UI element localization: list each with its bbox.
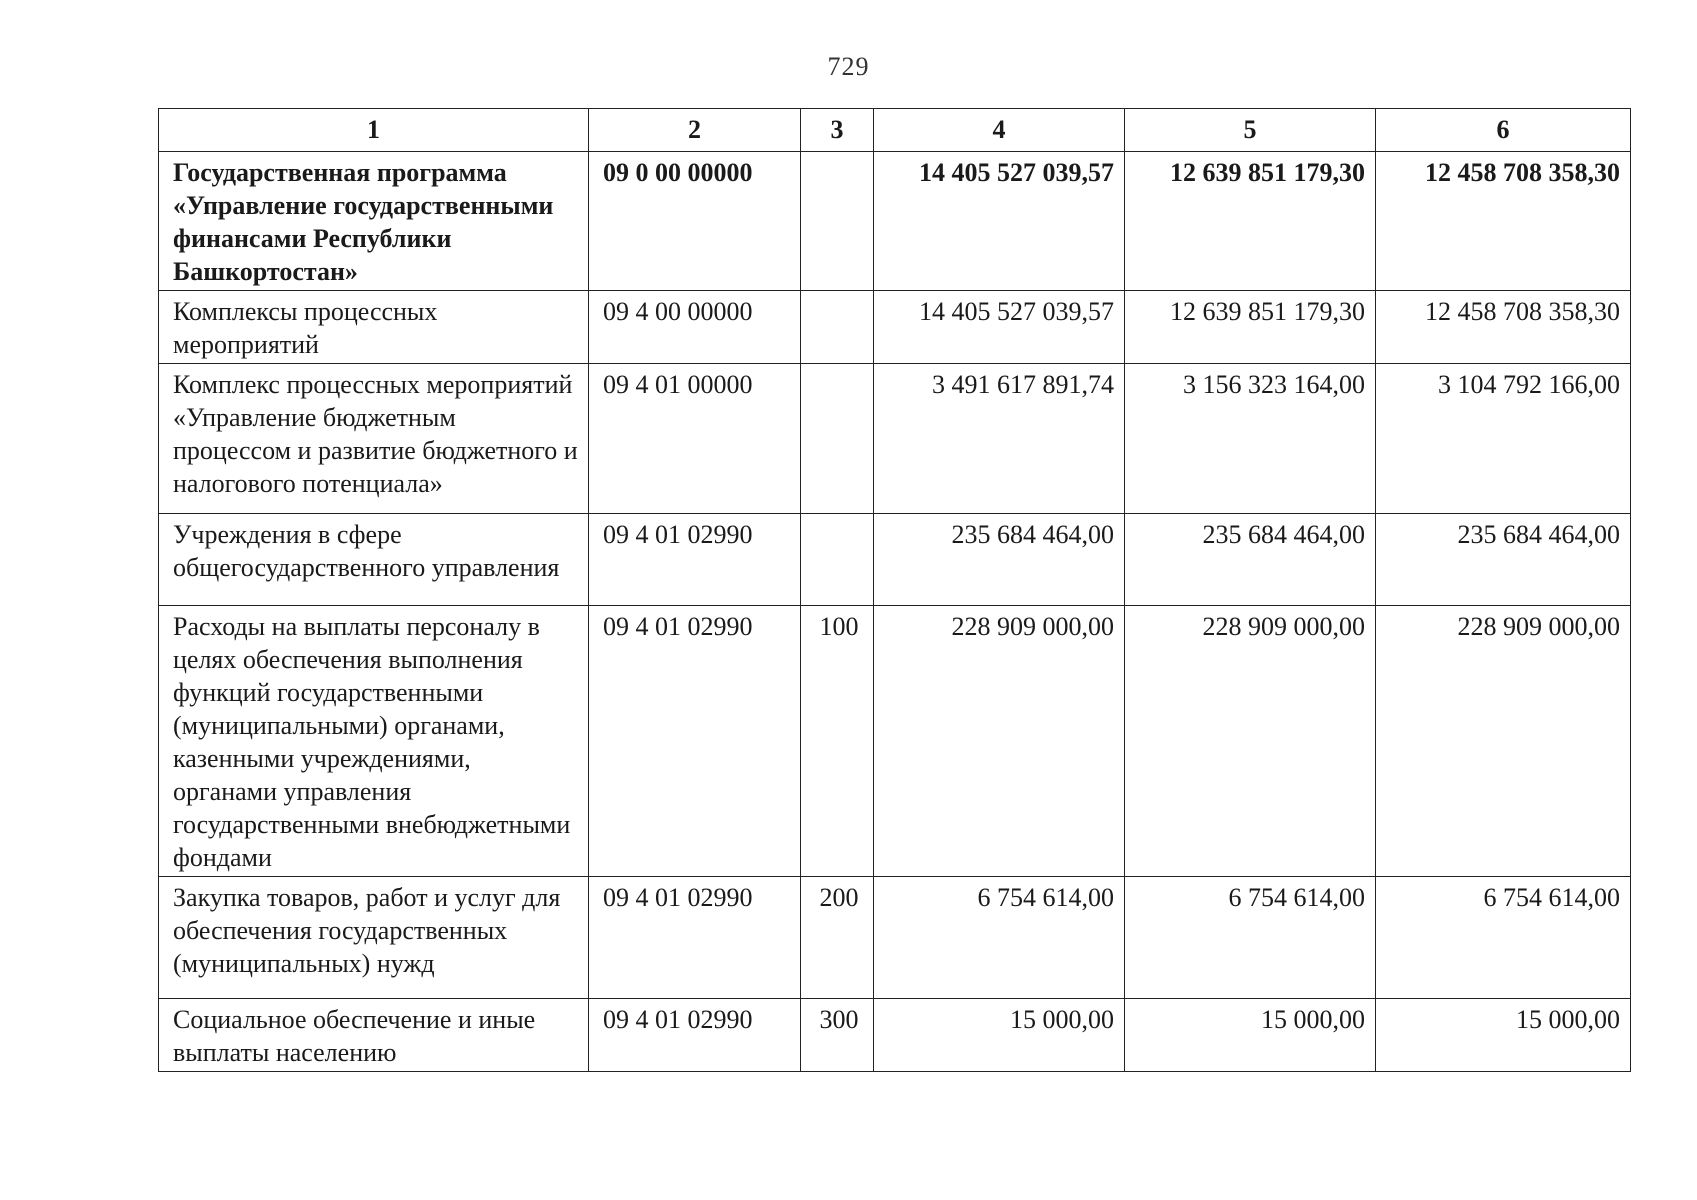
page-number: 729 xyxy=(827,52,870,81)
row-amount-col4: 15 000,00 xyxy=(874,999,1125,1072)
row-name: Социальное обеспечение и иные выплаты населению xyxy=(159,999,589,1072)
column-header-4: 4 xyxy=(874,109,1125,152)
row-code: 09 4 01 00000 xyxy=(589,364,801,514)
row-expense-type xyxy=(801,152,874,291)
row-name: Расходы на выплаты персоналу в целях обеспечения выполнения функций государственными (муниципальными) органами, казенными учреждениями, органами управления государственными внебюджетными фондами xyxy=(159,606,589,877)
column-header-3: 3 xyxy=(801,109,874,152)
row-code: 09 4 01 02990 xyxy=(589,514,801,606)
row-amount-col5: 12 639 851 179,30 xyxy=(1125,152,1376,291)
column-header-1: 1 xyxy=(159,109,589,152)
table-row xyxy=(159,364,1631,514)
row-amount-col4: 14 405 527 039,57 xyxy=(874,152,1125,291)
table-row xyxy=(159,999,1631,1072)
table-row xyxy=(159,606,1631,877)
row-expense-type: 300 xyxy=(801,999,874,1072)
row-code: 09 0 00 00000 xyxy=(589,152,801,291)
row-amount-col6: 15 000,00 xyxy=(1376,999,1631,1072)
row-amount-col6: 235 684 464,00 xyxy=(1376,514,1631,606)
table-header-row xyxy=(159,109,1631,152)
row-amount-col5: 235 684 464,00 xyxy=(1125,514,1376,606)
row-amount-col4: 235 684 464,00 xyxy=(874,514,1125,606)
row-amount-col5: 15 000,00 xyxy=(1125,999,1376,1072)
table-row xyxy=(159,152,1631,291)
row-amount-col4: 228 909 000,00 xyxy=(874,606,1125,877)
row-expense-type: 200 xyxy=(801,877,874,999)
row-amount-col6: 228 909 000,00 xyxy=(1376,606,1631,877)
row-amount-col6: 12 458 708 358,30 xyxy=(1376,291,1631,364)
row-amount-col4: 6 754 614,00 xyxy=(874,877,1125,999)
row-amount-col5: 228 909 000,00 xyxy=(1125,606,1376,877)
row-expense-type xyxy=(801,364,874,514)
row-expense-type xyxy=(801,514,874,606)
row-name: Комплекс процессных мероприятий «Управление бюджетным процессом и развитие бюджетного и налогового потенциала» xyxy=(159,364,589,514)
row-code: 09 4 01 02990 xyxy=(589,999,801,1072)
row-code: 09 4 00 00000 xyxy=(589,291,801,364)
row-name: Государственная программа «Управление государственными финансами Республики Башкортостан» xyxy=(159,152,589,291)
row-code: 09 4 01 02990 xyxy=(589,606,801,877)
row-code: 09 4 01 02990 xyxy=(589,877,801,999)
row-amount-col5: 6 754 614,00 xyxy=(1125,877,1376,999)
column-header-5: 5 xyxy=(1125,109,1376,152)
row-expense-type: 100 xyxy=(801,606,874,877)
budget-table xyxy=(158,108,1631,1072)
table-row xyxy=(159,514,1631,606)
row-amount-col5: 3 156 323 164,00 xyxy=(1125,364,1376,514)
row-amount-col6: 3 104 792 166,00 xyxy=(1376,364,1631,514)
row-expense-type xyxy=(801,291,874,364)
row-amount-col6: 12 458 708 358,30 xyxy=(1376,152,1631,291)
row-amount-col6: 6 754 614,00 xyxy=(1376,877,1631,999)
column-header-2: 2 xyxy=(589,109,801,152)
column-header-6: 6 xyxy=(1376,109,1631,152)
row-amount-col4: 14 405 527 039,57 xyxy=(874,291,1125,364)
row-amount-col4: 3 491 617 891,74 xyxy=(874,364,1125,514)
row-name: Комплексы процессных мероприятий xyxy=(159,291,589,364)
row-name: Закупка товаров, работ и услуг для обеспечения государственных (муниципальных) нужд xyxy=(159,877,589,999)
table-row xyxy=(159,291,1631,364)
table-row xyxy=(159,877,1631,999)
row-amount-col5: 12 639 851 179,30 xyxy=(1125,291,1376,364)
row-name: Учреждения в сфере общегосударственного управления xyxy=(159,514,589,606)
